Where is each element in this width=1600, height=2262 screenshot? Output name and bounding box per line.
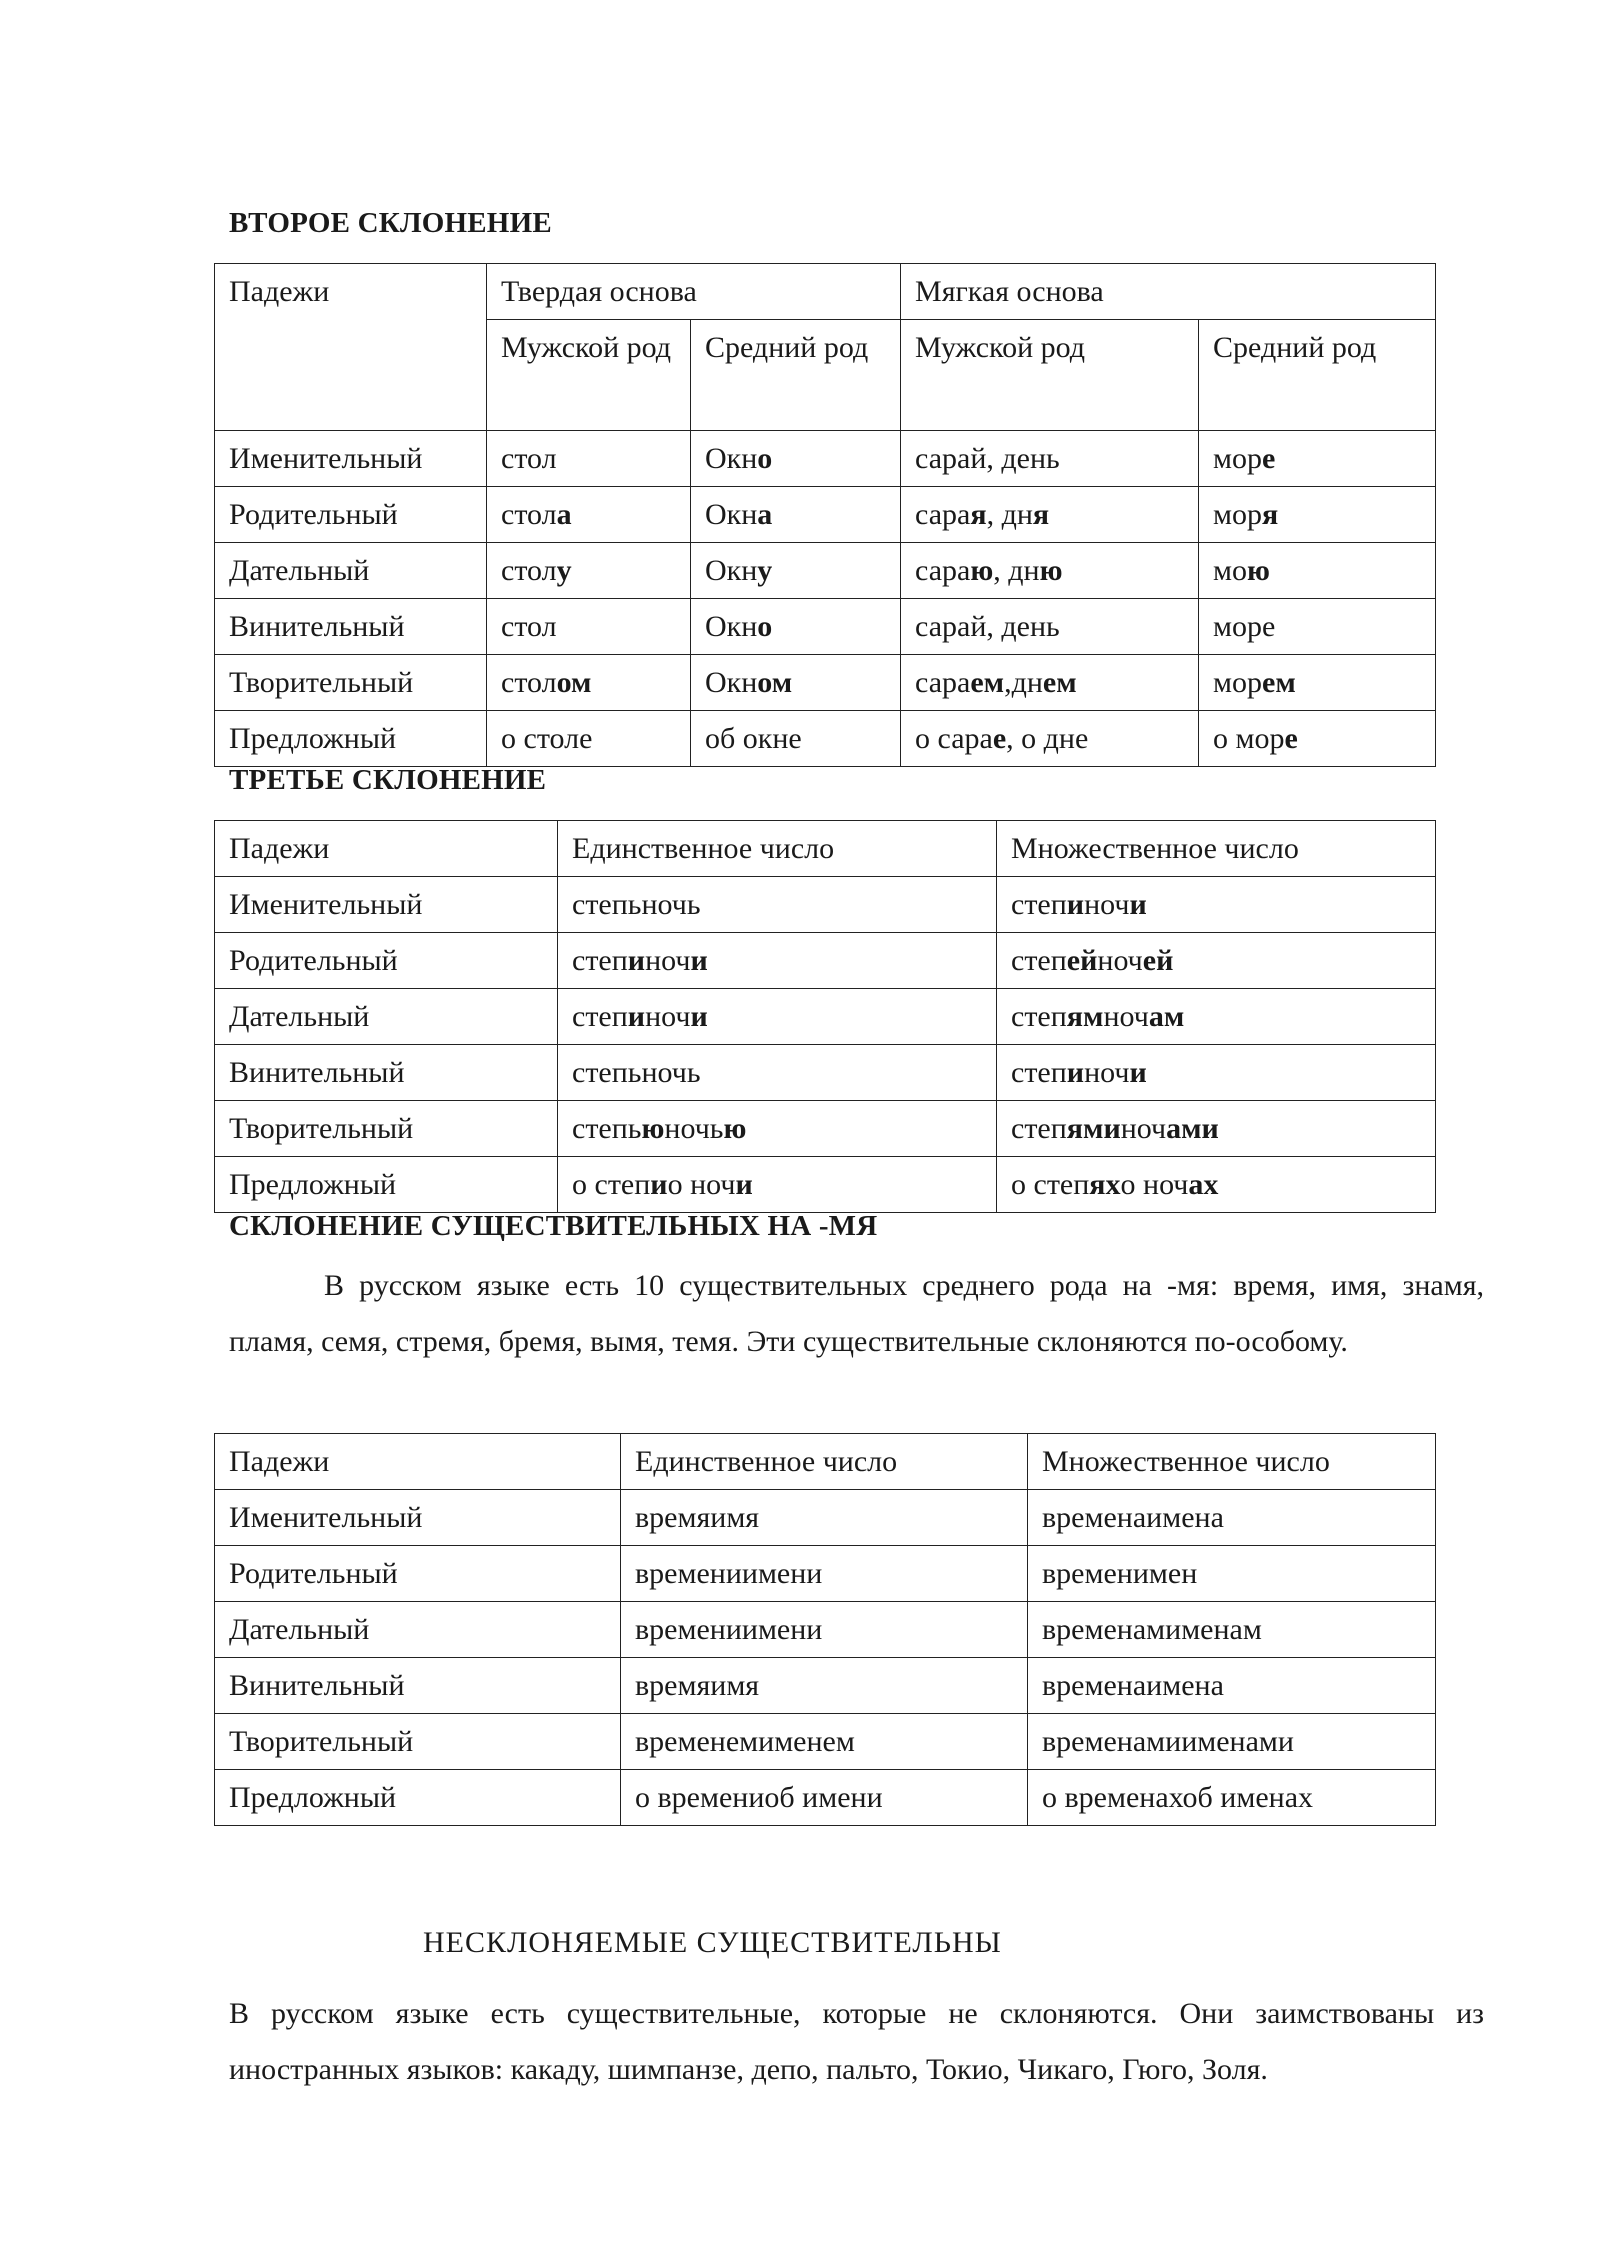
header-soft-neuter: Средний род — [1199, 320, 1436, 431]
ending-bold: и — [627, 1000, 646, 1033]
table-row — [215, 543, 1436, 599]
ending-bold: ю — [970, 554, 994, 587]
word-stem: море — [1213, 610, 1276, 643]
word-stem: степ — [1011, 1112, 1067, 1145]
case-name: Предложный — [215, 711, 487, 767]
indeclinable-title: НЕСКЛОНЯЕМЫЕ СУЩЕСТВИТЕЛЬНЫ — [423, 1926, 1002, 1959]
form-stepj — [1011, 944, 1097, 977]
form-vremya: времена — [1042, 1669, 1147, 1702]
form-noch — [645, 1000, 708, 1033]
header-cases: Падежи — [215, 1434, 621, 1490]
word-stem: сара — [915, 498, 971, 531]
plural-forms — [1028, 1490, 1436, 1546]
singular-forms — [558, 1157, 997, 1213]
form-stepj — [1011, 1000, 1103, 1033]
word-stem: степ — [572, 1000, 628, 1033]
header-hard-stem: Твердая основа — [487, 264, 901, 320]
ending-bold: ом — [556, 666, 592, 699]
header-plural: Множественное число — [1028, 1434, 1436, 1490]
ending-bold: и — [650, 1168, 668, 1201]
form-imya: имя — [710, 1669, 760, 1702]
form-cell — [1199, 655, 1436, 711]
form-stepj — [572, 1056, 641, 1089]
word-stem: , о дне — [1006, 722, 1089, 755]
word-stem: о степ — [1011, 1168, 1090, 1201]
third-declension-title: ТРЕТЬЕ СКЛОНЕНИЕ — [229, 764, 547, 796]
plural-forms — [1028, 1602, 1436, 1658]
form-vremya: времен — [1042, 1557, 1133, 1590]
ending-bold: ю — [723, 1112, 747, 1145]
form-imya: имен — [1132, 1557, 1198, 1590]
form-noch — [641, 888, 700, 921]
form-imya: имена — [1146, 1669, 1224, 1702]
ending-bold: я — [970, 498, 987, 531]
word-stem: степь — [572, 888, 642, 921]
word-stem: степ — [1011, 944, 1067, 977]
table-row — [215, 655, 1436, 711]
case-name: Именительный — [215, 431, 487, 487]
form-cell — [901, 543, 1199, 599]
header-soft-stem: Мягкая основа — [901, 264, 1436, 320]
indeclinable-paragraph: В русском языке есть существительные, которые не склоняются. Они заимствованы из иностранных языков: какаду, шимпанзе, депо, пальто, Токио, Чикаго, Гюго, Золя. — [229, 1997, 1484, 2086]
ending-bold: у — [556, 554, 572, 587]
singular-forms — [621, 1770, 1028, 1826]
word-stem: , дн — [986, 498, 1033, 531]
ending-bold: ей — [1142, 944, 1174, 977]
second-declension-table — [214, 263, 1436, 767]
word-stem: стол — [501, 554, 557, 587]
word-stem: о мор — [1213, 722, 1285, 755]
form-cell — [487, 487, 691, 543]
singular-forms — [621, 1546, 1028, 1602]
ending-bold: ям — [1066, 1000, 1104, 1033]
form-vremya: временами — [1042, 1725, 1182, 1758]
ending-bold: и — [735, 1168, 753, 1201]
ending-bold: а — [757, 498, 773, 531]
singular-forms — [621, 1490, 1028, 1546]
form-imya: имени — [741, 1557, 823, 1590]
word-stem: мо — [1213, 554, 1247, 587]
form-vremya: о времени — [635, 1781, 765, 1814]
form-stepj — [1011, 888, 1084, 921]
word-stem: Окн — [705, 498, 758, 531]
header-soft-masculine: Мужской род — [901, 320, 1199, 431]
word-stem: ночь — [641, 888, 701, 921]
form-cell — [1199, 431, 1436, 487]
third-declension-table — [214, 820, 1436, 1213]
table-row — [215, 1101, 1436, 1157]
singular-forms — [621, 1658, 1028, 1714]
ending-bold: ем — [1262, 666, 1296, 699]
form-stepj — [572, 888, 641, 921]
ending-bold: ях — [1089, 1168, 1121, 1201]
form-stepj — [572, 1000, 645, 1033]
ending-bold: ами — [1166, 1112, 1219, 1145]
form-noch — [1084, 888, 1147, 921]
case-name: Родительный — [215, 1546, 621, 1602]
form-vremya: время — [635, 1669, 711, 1702]
form-cell — [901, 487, 1199, 543]
word-stem: мор — [1213, 666, 1262, 699]
form-cell — [901, 655, 1199, 711]
form-cell — [1199, 543, 1436, 599]
header-cases: Падежи — [215, 264, 487, 431]
form-imya: именами — [1181, 1725, 1294, 1758]
case-name: Родительный — [215, 487, 487, 543]
ending-bold: и — [1066, 1056, 1085, 1089]
word-stem: ноч — [1097, 944, 1143, 977]
case-name: Винительный — [215, 599, 487, 655]
word-stem: степ — [1011, 1000, 1067, 1033]
form-imya: об именах — [1182, 1781, 1314, 1814]
word-stem: ноч — [645, 944, 691, 977]
word-stem: ноч — [1084, 1056, 1130, 1089]
ending-bold: ей — [1066, 944, 1098, 977]
ending-bold: а — [556, 498, 572, 531]
plural-forms — [997, 989, 1436, 1045]
ending-bold: ом — [757, 666, 793, 699]
second-declension-title: ВТОРОЕ СКЛОНЕНИЕ — [229, 207, 552, 239]
table-row — [215, 599, 1436, 655]
form-stepj — [1011, 1168, 1121, 1201]
form-stepj — [572, 1168, 668, 1201]
form-stepj — [572, 1112, 664, 1145]
case-name: Винительный — [215, 1045, 558, 1101]
form-imya: имя — [710, 1501, 760, 1534]
form-vremya: времени — [635, 1557, 742, 1590]
mya-declension-title: СКЛОНЕНИЕ СУЩЕСТВИТЕЛЬНЫХ НА -МЯ — [229, 1210, 878, 1242]
table-header-row — [215, 821, 1436, 877]
case-name: Творительный — [215, 655, 487, 711]
table-row — [215, 1157, 1436, 1213]
word-stem: ноч — [1084, 888, 1130, 921]
plural-forms — [997, 1157, 1436, 1213]
plural-forms — [997, 1045, 1436, 1101]
case-name: Творительный — [215, 1714, 621, 1770]
word-stem: стол — [501, 666, 557, 699]
ending-bold: у — [757, 554, 773, 587]
ending-bold: о — [757, 442, 773, 475]
word-stem: ноч — [645, 1000, 691, 1033]
form-noch — [641, 1056, 700, 1089]
form-cell — [691, 655, 901, 711]
form-cell — [691, 487, 901, 543]
word-stem: сарай, день — [915, 442, 1060, 475]
header-hard-masculine: Мужской род — [487, 320, 691, 431]
word-stem: степ — [1011, 1056, 1067, 1089]
form-cell — [691, 599, 901, 655]
table-row — [215, 933, 1436, 989]
ending-bold: ам — [1148, 1000, 1185, 1033]
form-noch — [664, 1112, 746, 1145]
word-stem: мор — [1213, 442, 1262, 475]
form-vremya: времена — [1042, 1501, 1147, 1534]
header-singular: Единственное число — [558, 821, 997, 877]
word-stem: стол — [501, 610, 557, 643]
table-row — [215, 1546, 1436, 1602]
form-cell — [691, 711, 901, 767]
table-row — [215, 1602, 1436, 1658]
ending-bold: и — [1066, 888, 1085, 921]
ending-bold: о — [757, 610, 773, 643]
table-row — [215, 1658, 1436, 1714]
table-row — [215, 877, 1436, 933]
form-imya: об имени — [764, 1781, 883, 1814]
word-stem: ноч — [1103, 1000, 1149, 1033]
form-noch — [1103, 1000, 1184, 1033]
table-row — [215, 989, 1436, 1045]
word-stem: о сара — [915, 722, 993, 755]
ending-bold: е — [1284, 722, 1298, 755]
ending-bold: е — [1262, 442, 1276, 475]
table-row — [215, 431, 1436, 487]
form-noch — [668, 1168, 753, 1201]
form-cell — [901, 431, 1199, 487]
form-cell — [1199, 487, 1436, 543]
header-hard-neuter: Средний род — [691, 320, 901, 431]
plural-forms — [997, 1101, 1436, 1157]
word-stem: сарай, день — [915, 610, 1060, 643]
ending-bold: ю — [641, 1112, 665, 1145]
header-cases: Падежи — [215, 821, 558, 877]
form-noch — [645, 944, 708, 977]
plural-forms — [1028, 1658, 1436, 1714]
singular-forms — [558, 933, 997, 989]
ending-bold: и — [1129, 888, 1147, 921]
case-name: Дательный — [215, 1602, 621, 1658]
word-stem: мор — [1213, 498, 1262, 531]
table-row — [215, 1045, 1436, 1101]
word-stem: стол — [501, 498, 557, 531]
table-row — [215, 1770, 1436, 1826]
ending-bold: е — [992, 722, 1007, 755]
form-vremya: временам — [1042, 1613, 1166, 1646]
word-stem: степь — [572, 1056, 642, 1089]
ending-bold: и — [690, 1000, 708, 1033]
form-cell — [691, 543, 901, 599]
singular-forms — [558, 877, 997, 933]
form-cell — [1199, 599, 1436, 655]
word-stem: Окн — [705, 666, 758, 699]
form-stepj — [1011, 1056, 1084, 1089]
table-row — [215, 1714, 1436, 1770]
word-stem: об окне — [705, 722, 802, 755]
case-name: Именительный — [215, 1490, 621, 1546]
form-cell — [487, 599, 691, 655]
form-noch — [1097, 944, 1173, 977]
plural-forms — [997, 933, 1436, 989]
singular-forms — [558, 1045, 997, 1101]
form-vremya: время — [635, 1501, 711, 1534]
form-noch — [1121, 1168, 1219, 1201]
case-name: Дательный — [215, 543, 487, 599]
plural-forms — [1028, 1714, 1436, 1770]
word-stem: ночь — [664, 1112, 724, 1145]
ending-bold: я — [1032, 498, 1050, 531]
form-cell — [487, 543, 691, 599]
singular-forms — [558, 989, 997, 1045]
table-header-row — [215, 264, 1436, 320]
ending-bold: и — [690, 944, 708, 977]
header-singular: Единственное число — [621, 1434, 1028, 1490]
form-stepj — [1011, 1112, 1121, 1145]
case-name: Винительный — [215, 1658, 621, 1714]
form-cell — [1199, 711, 1436, 767]
table-row — [215, 711, 1436, 767]
mya-declension-table — [214, 1433, 1436, 1826]
ending-bold: ем — [970, 666, 1005, 699]
ending-bold: ю — [1247, 554, 1270, 587]
word-stem: степь — [572, 1112, 642, 1145]
case-name: Предложный — [215, 1157, 558, 1213]
ending-bold: и — [627, 944, 646, 977]
form-imya: имени — [741, 1613, 823, 1646]
form-vremya: о временах — [1042, 1781, 1183, 1814]
plural-forms — [997, 877, 1436, 933]
form-imya: имена — [1146, 1501, 1224, 1534]
ending-bold: я — [1262, 498, 1279, 531]
word-stem: ,дн — [1004, 666, 1043, 699]
case-name: Предложный — [215, 1770, 621, 1826]
word-stem: степ — [572, 944, 628, 977]
mya-paragraph — [229, 1258, 1484, 1370]
form-imya: именам — [1165, 1613, 1262, 1646]
word-stem: сара — [915, 666, 971, 699]
table-row — [215, 1490, 1436, 1546]
case-name: Родительный — [215, 933, 558, 989]
word-stem: сара — [915, 554, 971, 587]
word-stem: о степ — [572, 1168, 651, 1201]
form-cell — [901, 711, 1199, 767]
ending-bold: ю — [1039, 554, 1063, 587]
ending-bold: ями — [1066, 1112, 1121, 1145]
form-vremya: времени — [635, 1613, 742, 1646]
form-cell — [487, 655, 691, 711]
ending-bold: ах — [1188, 1168, 1219, 1201]
word-stem: , дн — [993, 554, 1040, 587]
word-stem: ноч — [1120, 1112, 1167, 1145]
table-row — [215, 487, 1436, 543]
word-stem: стол — [501, 442, 557, 475]
form-cell — [487, 431, 691, 487]
word-stem: Окн — [705, 554, 758, 587]
word-stem: о ноч — [1120, 1168, 1189, 1201]
case-name: Творительный — [215, 1101, 558, 1157]
mya-paragraph-text: В русском языке есть 10 существительных среднего рода на -мя: время, имя, знамя, пламя, семя, стремя, бремя, вымя, темя. Эти существительные склоняются по-особому. — [229, 1269, 1484, 1358]
header-plural: Множественное число — [997, 821, 1436, 877]
form-vremya: временем — [635, 1725, 759, 1758]
plural-forms — [1028, 1770, 1436, 1826]
ending-bold: ем — [1042, 666, 1077, 699]
word-stem: Окн — [705, 442, 758, 475]
case-name: Именительный — [215, 877, 558, 933]
form-stepj — [572, 944, 645, 977]
word-stem: ночь — [641, 1056, 701, 1089]
plural-forms — [1028, 1546, 1436, 1602]
singular-forms — [621, 1602, 1028, 1658]
form-cell — [691, 431, 901, 487]
word-stem: о ноч — [667, 1168, 736, 1201]
ending-bold: и — [1129, 1056, 1147, 1089]
word-stem: Окн — [705, 610, 758, 643]
form-cell — [487, 711, 691, 767]
form-cell — [901, 599, 1199, 655]
singular-forms — [621, 1714, 1028, 1770]
form-noch — [1121, 1112, 1219, 1145]
word-stem: о столе — [501, 722, 593, 755]
case-name: Дательный — [215, 989, 558, 1045]
form-imya: именем — [758, 1725, 855, 1758]
form-noch — [1084, 1056, 1147, 1089]
word-stem: степ — [1011, 888, 1067, 921]
singular-forms — [558, 1101, 997, 1157]
table-header-row — [215, 1434, 1436, 1490]
